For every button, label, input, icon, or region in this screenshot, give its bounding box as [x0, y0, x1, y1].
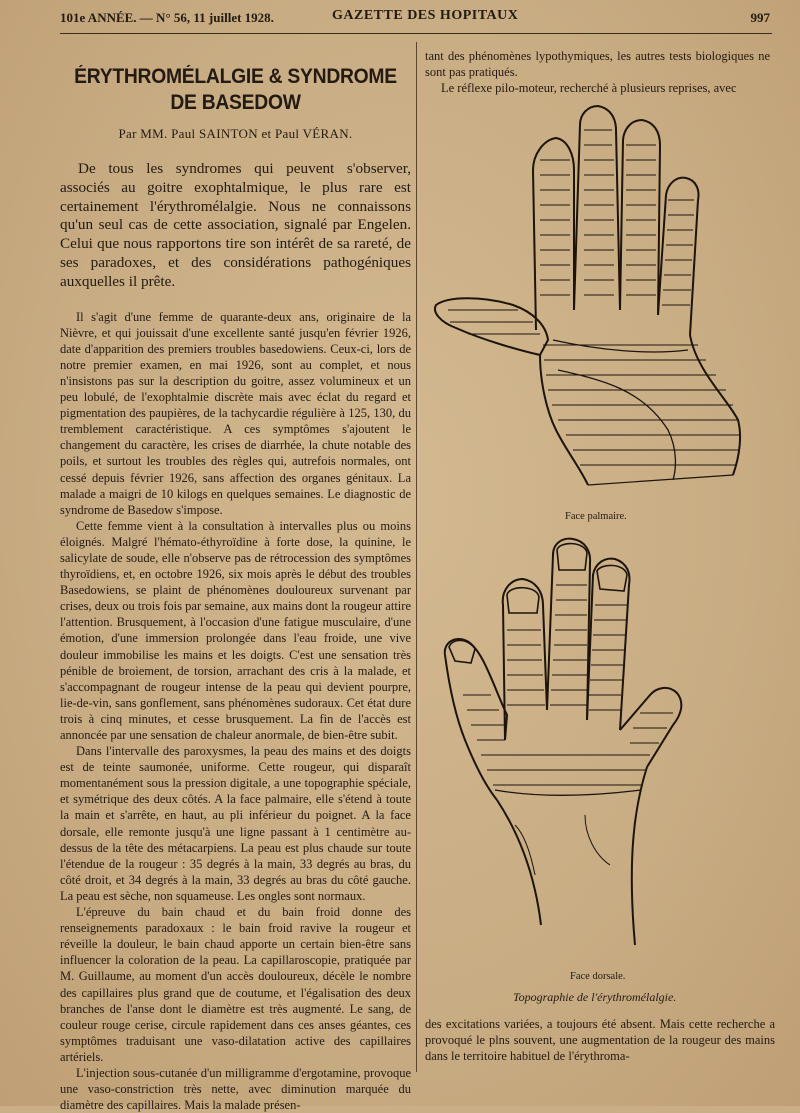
body-paragraph: L'injection sous-cutanée d'un milligramme d'ergotamine, provoque une vaso-constriction très nette, avec diminution marquée du diamètre des capillaires. Mais la malade présen- — [60, 1065, 411, 1113]
caption-palm: Face palmaire. — [565, 511, 627, 522]
body-paragraph: Il s'agit d'une femme de quarante-deux ans, originaire de la Nièvre, et qui jouissait d'une excellente santé jusqu'en février 1926, date d'apparition des premiers troubles basedowiens. Ceux-ci, lors de notre premier examen, en mai 1926, sont au complet, et nous n'insistons pas sur la description du goitre, assez volumineux et un peu lobulé, de l'exophtalmie discrète mais avec éclat du regard et pigmentation des paupières, de la tachycardie régulière à 125, 130, du tremblement caractéristique. A ces symptômes s'ajoutent le changement du caractère, les crises de diarrhée, la chute notable des poils, et surtout les troubles des règles qui, autrefois normales, ont cessé depuis février 1926, sans affection des organes génitaux. La malade a maigri de 10 kilogs en quelques semaines. Le diagnostic de syndrome de Basedow s'impose. — [60, 309, 411, 517]
issue-info: 101e ANNÉE. — N° 56, 11 juillet 1928. — [60, 10, 274, 25]
article-summary: De tous les syndromes qui peuvent s'observer, associés au goitre exophtalmique, le plus rare est certainement l'érythromélalgie. Nous ne connaissons qu'un seul cas de cette association, signalé par Engelen. Celui que nous rapportons tire son intérêt de sa rareté, de ses paradoxes, et des considérations pathogéniques auxquelles il prête. — [60, 160, 411, 290]
body-paragraph: des excitations variées, a toujours été absent. Mais cette recherche a provoqué le plns souvent, une augmentation de la rougeur des mains dans le territoire habituel de l'érythroma- — [425, 1017, 775, 1064]
article-body — [60, 309, 411, 1113]
running-header — [60, 10, 770, 32]
header-rule — [60, 33, 772, 34]
caption-dorsal: Face dorsale. — [570, 971, 626, 982]
body-paragraph: tant des phénomènes lypothymiques, les autres tests biologiques ne sont pas pratiqués. — [425, 49, 770, 80]
article-title: ÉRYTHROMÉLALGIE & SYNDROME DE BASEDOW — [74, 65, 397, 114]
right-column-bottom — [425, 1016, 775, 1064]
left-column — [60, 64, 411, 1113]
body-paragraph: L'épreuve du bain chaud et du bain froid donne des renseignements paradoxaux : le bain froid ravive la rougeur et réveille la douleur, le bain chaud apporte un certain bien-être sans influencer la coloration de la peau. La capillaroscopie, pratiquée par M. Guillaume, au moment d'un accès douloureux, décèle le nombre des capillaires plus grand que de coutume, et l'égalisation des deux branches de l'anse dont le diamètre est très augmenté. Le sang, de couleur rouge cerise, circule rapidement dans ces anses géantes, ces symptômes traduisant une vaso-dilatation active des capillaires artériels. — [60, 905, 411, 1064]
palm-hand-illustration — [428, 100, 768, 510]
journal-name: GAZETTE DES HOPITAUX — [332, 8, 519, 23]
dorsal-hand-illustration — [435, 535, 765, 965]
body-paragraph: Le réflexe pilo-moteur, recherché à plusieurs reprises, avec — [441, 81, 737, 96]
figure-title: Topographie de l'érythromélalgie. — [513, 990, 677, 1004]
body-paragraph: Dans l'intervalle des paroxysmes, la peau des mains et des doigts est de teinte saumonée, uniforme. Cette rougeur, qui disparaît momentanément sous la pression digitale, a une topographie spéciale, et symétrique des deux côtés. A la face palmaire, elle s'étend à toute la main et s'arrête, en haut, au pli inférieur du poignet. A la face dorsale, elle remonte jusqu'à une ligne passant à 1 centimètre au-dessus de la tête des métacarpiens. La peau est plus chaude sur toute l'étendue de la rougeur : 35 degrés à la main, 33 degrés au bras, du côté droit, et 34 degrés à la main, 33 degrés au bras du côté gauche. La peau est sèche, non squameuse. Les ongles sont normaux. — [60, 744, 411, 903]
right-column-top — [425, 48, 770, 96]
page-number: 997 — [750, 10, 770, 25]
article-authors: Par MM. Paul SAINTON et Paul VÉRAN. — [118, 126, 353, 141]
column-divider — [416, 42, 417, 1072]
body-paragraph: Cette femme vient à la consultation à intervalles plus ou moins éloignés. Malgré l'hémato-éthyroïdine à forte dose, la quinine, le salicylate de soude, elle n'observe pas de rétrocession des symptômes thyroïdiens, et, en octobre 1926, six mois après le début des troubles Basedowiens, se plaint de phénomènes douloureux survenant par crises, deux ou trois fois par semaine, aux mains dont la rougeur attire l'attention. Brusquement, à l'occasion d'une fatigue musculaire, d'une émotion, d'une immersion prolongée dans l'eau froide, une vive douleur immobilise les mains et les doigts. C'est une sensation très pénible de broiement, de torsion, arrachant des cris à la malade, et s'accompagnant de rougeur intense de la peau qui devient pourpre, lie-de-vin, sans gonflement, sans phénomènes sudoraux. Cet état dure trois à cinq minutes, et cesse brusquement. La fin de l'accès est annoncée par une sensation de chaleur anormale, de bien-être subit. — [60, 518, 411, 743]
